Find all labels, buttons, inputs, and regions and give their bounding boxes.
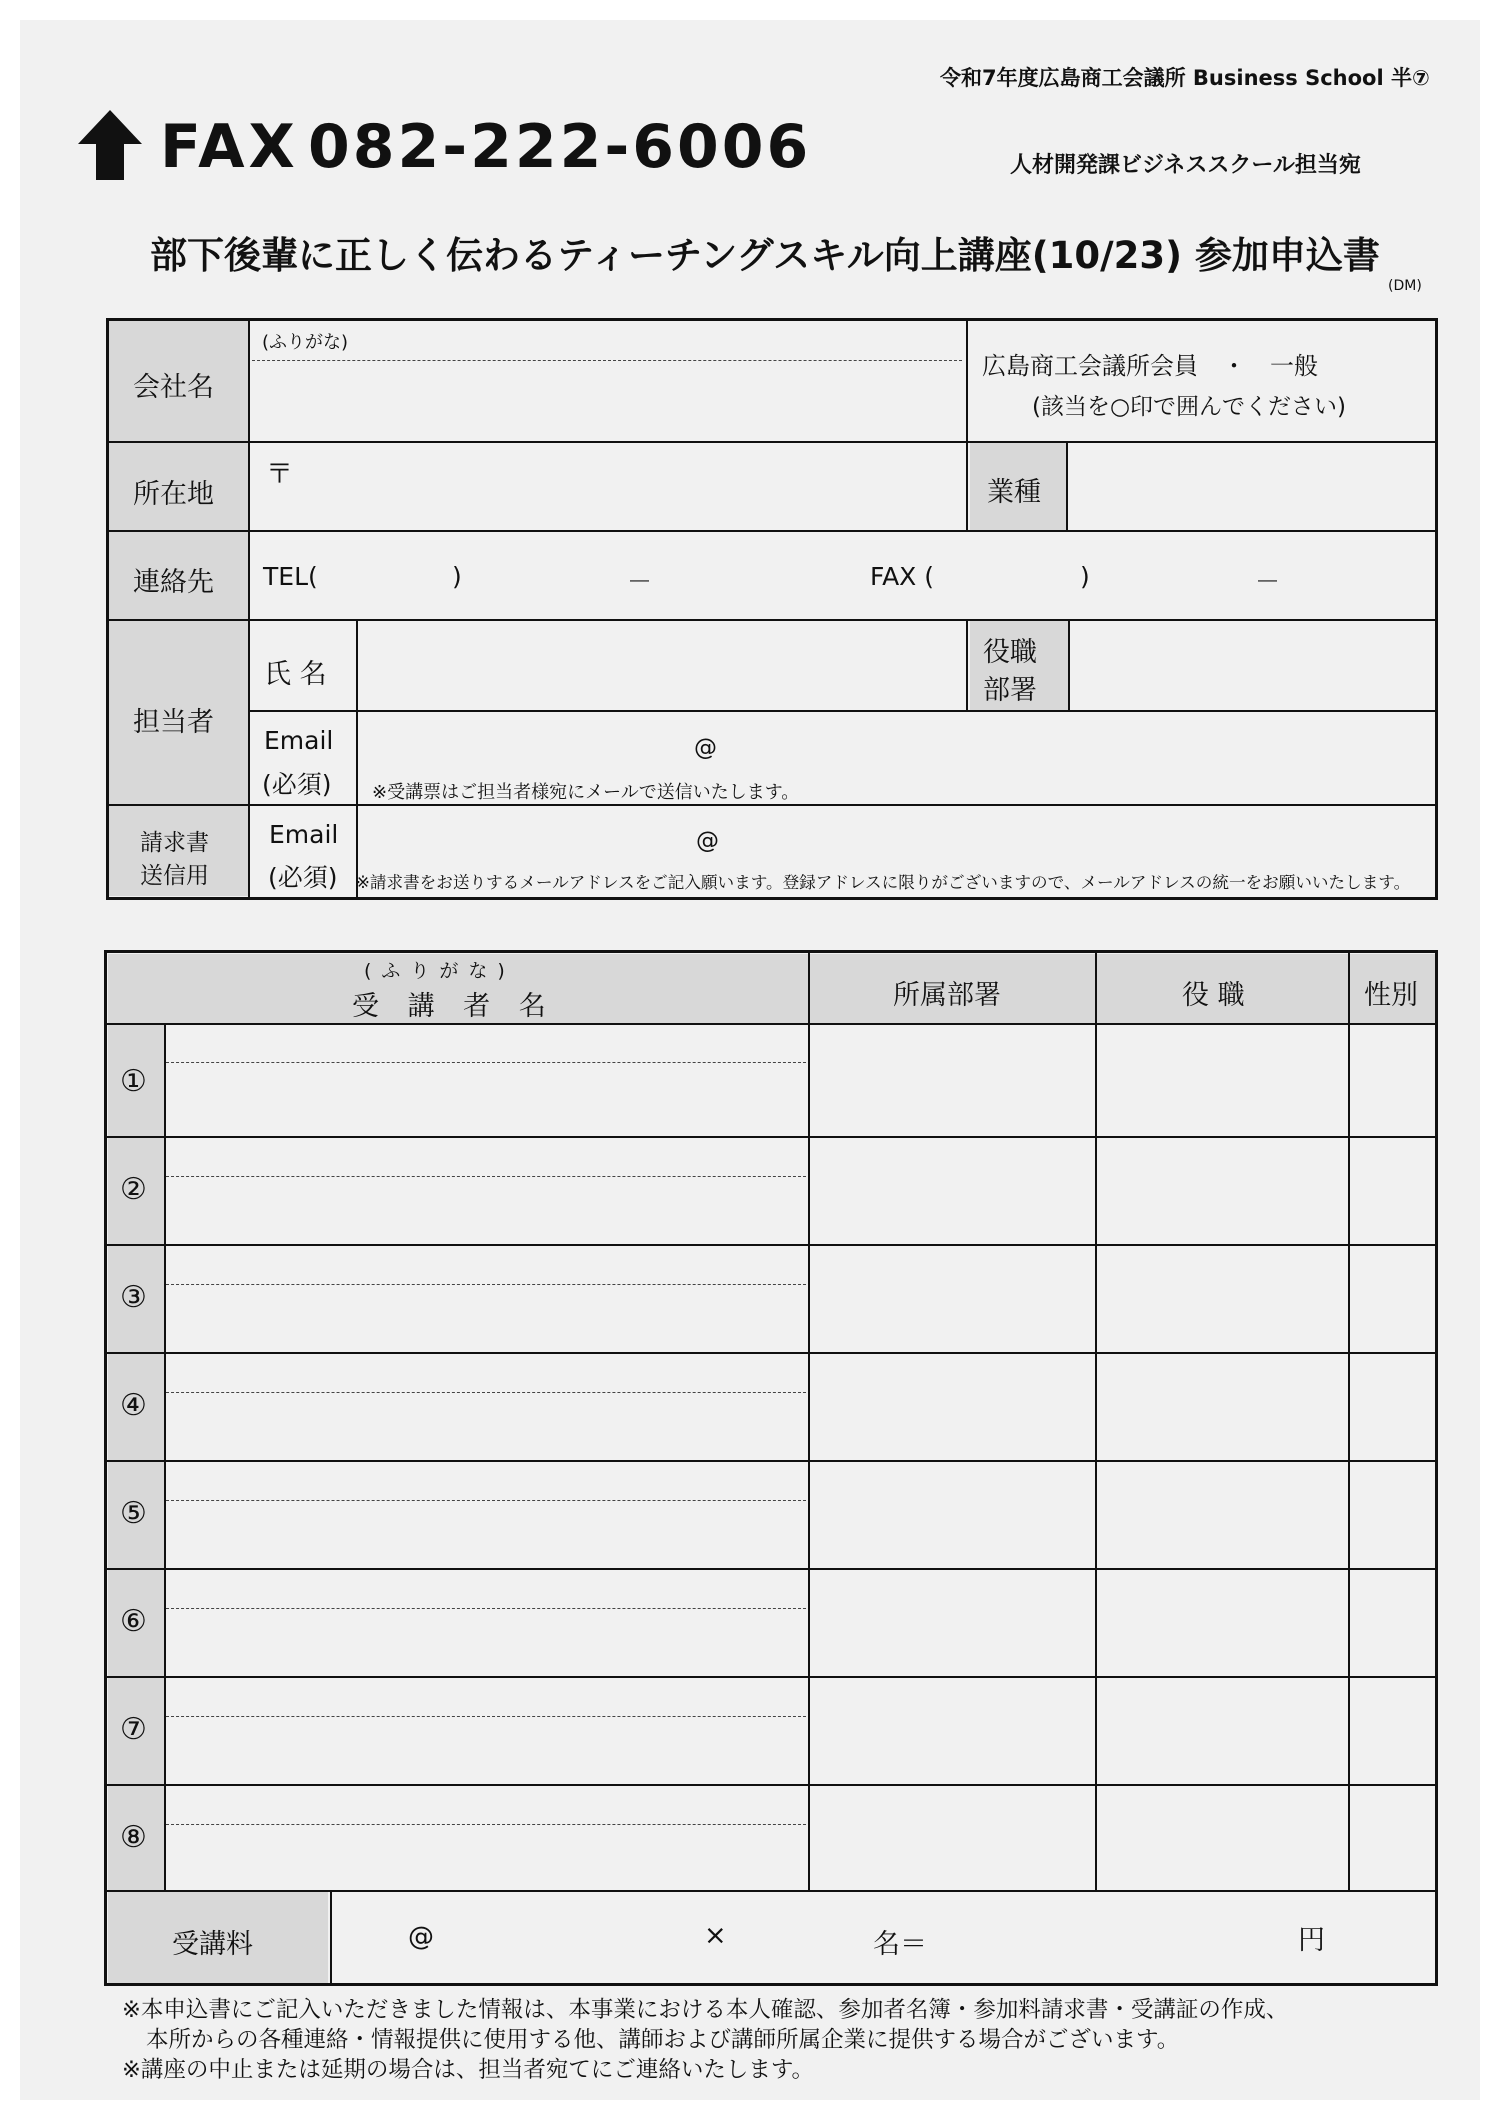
- company-furigana-label: (ふりがな): [262, 332, 349, 353]
- participant-row-5[interactable]: [166, 1462, 1434, 1566]
- row-number-8: ⑧: [120, 1820, 147, 1855]
- row-number-3: ③: [120, 1280, 147, 1315]
- invoice-email-field[interactable]: [360, 808, 1434, 862]
- person-email-field[interactable]: [360, 714, 1434, 766]
- row-number-7: ⑦: [120, 1712, 147, 1747]
- participant-row-1[interactable]: [166, 1026, 1434, 1134]
- position-label: 役職: [983, 637, 1037, 668]
- fee-calculation-field[interactable]: [334, 1894, 1434, 1982]
- person-name-field[interactable]: [360, 623, 962, 707]
- position-header: 役 職: [1182, 980, 1245, 1011]
- participant-row-3[interactable]: [166, 1246, 1434, 1350]
- membership-note: (該当を○印で囲んでください): [1032, 394, 1347, 420]
- row-number-1: ①: [120, 1064, 147, 1099]
- participant-row-2[interactable]: [166, 1138, 1434, 1242]
- email-at-mark: @: [694, 735, 717, 761]
- industry-field[interactable]: [1070, 445, 1434, 527]
- department-header: 所属部署: [893, 980, 1001, 1011]
- postal-mark: 〒: [266, 459, 293, 490]
- position-department-field[interactable]: [1072, 623, 1434, 707]
- privacy-note-line-1: ※本申込書にご記入いただきました情報は、本事業における本人確認、参加者名簿・参加料請求書・受講証の作成、: [122, 1997, 1289, 2023]
- cancellation-note: ※講座の中止または延期の場合は、担当者宛てにご連絡いたします。: [122, 2057, 815, 2083]
- participant-row-6[interactable]: [166, 1570, 1434, 1674]
- row-number-2: ②: [120, 1172, 147, 1207]
- tel-dash: －: [627, 567, 653, 596]
- privacy-note-line-2: 本所からの各種連絡・情報提供に使用する他、講師および講師所属企業に提供する場合がございます。: [146, 2027, 1180, 2053]
- participant-row-8[interactable]: [166, 1786, 1434, 1888]
- gender-header: 性別: [1364, 980, 1418, 1011]
- invoice-send-label: 送信用: [140, 863, 209, 889]
- participant-furigana-header: (ふりがな): [364, 960, 515, 982]
- fee-yen-label: 円: [1298, 1925, 1325, 1956]
- participant-row-4[interactable]: [166, 1354, 1434, 1458]
- fax-label: FAX: [160, 112, 299, 182]
- row-number-6: ⑥: [120, 1604, 147, 1639]
- invoice-label: 請求書: [140, 830, 209, 856]
- contact-label: 連絡先: [133, 567, 214, 598]
- recipient-label: 人材開発課ビジネススクール担当宛: [1010, 153, 1361, 178]
- fee-persons-label: 名＝: [873, 1929, 927, 1960]
- up-arrow-icon: [78, 110, 142, 180]
- fax-close: ): [1080, 562, 1090, 591]
- industry-label: 業種: [987, 477, 1041, 508]
- fax-field[interactable]: [860, 534, 1434, 616]
- email-required-label: (必須): [262, 770, 332, 799]
- company-name-field[interactable]: [252, 364, 962, 438]
- invoice-email-label: Email: [269, 820, 339, 849]
- tel-field[interactable]: [252, 534, 852, 616]
- department-label: 部署: [983, 675, 1037, 706]
- participant-name-header: 受 講 者 名: [352, 991, 556, 1022]
- row-number-4: ④: [120, 1388, 147, 1423]
- dm-label: (DM): [1388, 278, 1422, 294]
- company-name-label: 会社名: [133, 372, 214, 403]
- address-field[interactable]: [252, 445, 962, 527]
- row-number-5: ⑤: [120, 1496, 147, 1531]
- fee-at-mark: @: [408, 1922, 434, 1952]
- fee-times-mark: ×: [704, 1920, 727, 1951]
- invoice-at-mark: @: [696, 828, 719, 854]
- address-label: 所在地: [133, 479, 214, 510]
- person-in-charge-label: 担当者: [133, 707, 214, 738]
- person-name-label: 氏 名: [264, 659, 327, 690]
- membership-options[interactable]: 広島商工会議所会員 ・ 一般: [982, 352, 1318, 380]
- fax-open: FAX (: [870, 562, 935, 591]
- invoice-email-required-label: (必須): [268, 863, 338, 892]
- fee-label: 受講料: [172, 1929, 253, 1960]
- program-label: 令和7年度広島商工会議所 Business School 半⑦: [940, 66, 1430, 90]
- tel-close: ): [452, 562, 462, 591]
- invoice-note: ※請求書をお送りするメールアドレスをご記入願います。登録アドレスに限りがございますので、メールアドレスの統一をお願いいたします。: [356, 873, 1411, 892]
- email-note: ※受講票はご担当者様宛にメールで送信いたします。: [372, 782, 800, 803]
- email-label: Email: [264, 726, 334, 755]
- tel-open: TEL(: [263, 562, 318, 591]
- form-title: 部下後輩に正しく伝わるティーチングスキル向上講座(10/23) 参加申込書: [150, 234, 1380, 277]
- participant-row-7[interactable]: [166, 1678, 1434, 1782]
- fax-dash: －: [1255, 567, 1281, 596]
- fax-number: 082-222-6006: [308, 112, 812, 182]
